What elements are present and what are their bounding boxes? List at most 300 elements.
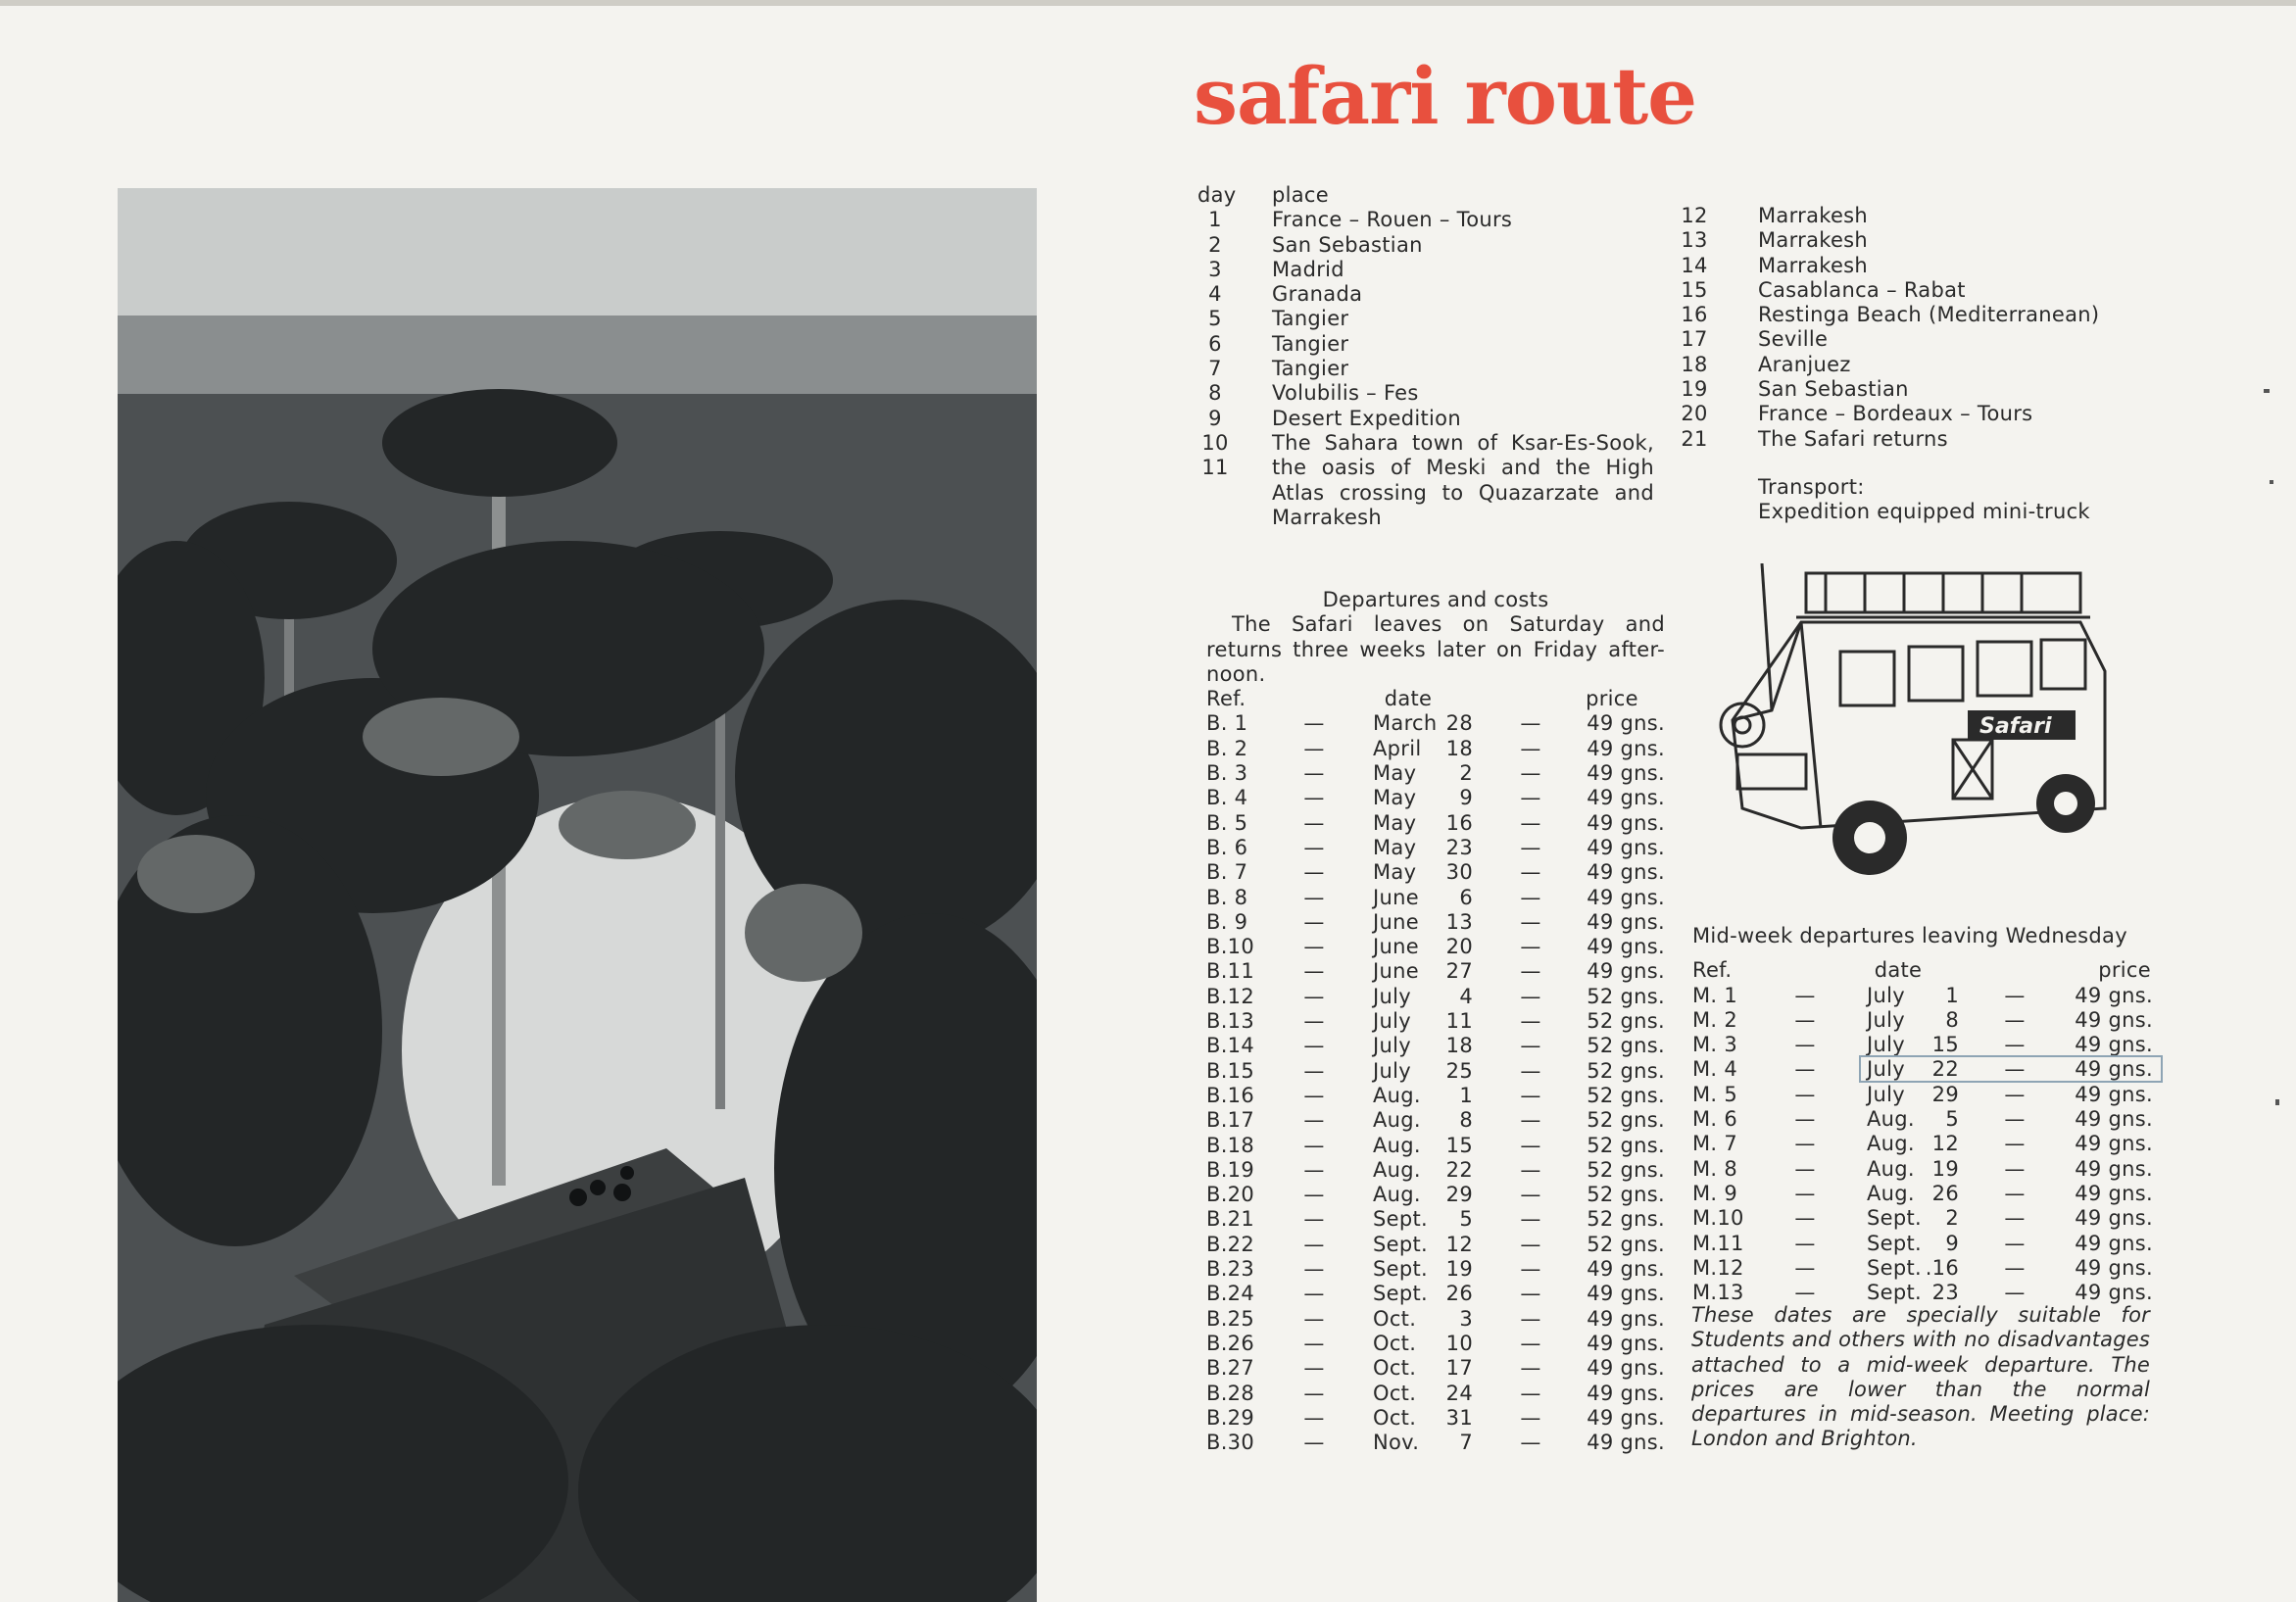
month-cell: July xyxy=(1373,984,1411,1008)
month-cell: May xyxy=(1373,835,1417,859)
price-cell: 49 gns. xyxy=(1587,810,1665,835)
price-cell: 49 gns. xyxy=(1587,786,1665,810)
ref-cell: M. 7 xyxy=(1692,1132,1738,1156)
midweek-price-header: price xyxy=(2098,958,2151,983)
table-row xyxy=(1692,1256,2151,1281)
dash-separator: — xyxy=(2004,983,2026,1007)
table-row xyxy=(1206,1084,1665,1108)
month-cell: Sept. xyxy=(1867,1231,1922,1255)
departures-intro-2: returns three weeks later on Friday after- xyxy=(1206,637,1665,661)
dash-separator: — xyxy=(1303,786,1325,810)
dash-separator: — xyxy=(1303,909,1325,934)
table-row xyxy=(1692,1281,2151,1305)
place-header: place xyxy=(1272,183,1329,207)
itinerary-day: 9 xyxy=(1208,406,1222,430)
table-row xyxy=(1206,910,1665,935)
itinerary-place: San Sebastian xyxy=(1272,232,1423,257)
safari-van-illustration xyxy=(1703,563,2115,897)
month-cell: Sept. xyxy=(1373,1282,1428,1306)
day-cell: 7 xyxy=(1459,1431,1473,1455)
price-cell: 49 gns. xyxy=(1587,1282,1665,1306)
month-cell: April xyxy=(1373,736,1422,760)
price-cell: 52 gns. xyxy=(1587,1133,1665,1157)
itinerary-place: Marrakesh xyxy=(1758,228,1869,253)
dash-separator: — xyxy=(1303,1108,1325,1133)
month-cell: July xyxy=(1373,1034,1411,1058)
ref-cell: B.20 xyxy=(1206,1183,1255,1207)
transport-value: Expedition equipped mini-truck xyxy=(1758,500,2090,524)
month-cell: July xyxy=(1373,1058,1411,1083)
dash-separator: — xyxy=(1303,1257,1325,1282)
ref-cell: B.25 xyxy=(1206,1306,1255,1331)
table-row xyxy=(1206,1406,1665,1431)
itinerary-day: 19 xyxy=(1681,377,1708,402)
dash-separator: — xyxy=(1303,835,1325,859)
page-title: safari route xyxy=(1194,50,1697,142)
table-row xyxy=(1206,1282,1665,1306)
day-cell: 8 xyxy=(1945,1007,1959,1032)
dash-separator: — xyxy=(1520,1257,1541,1282)
day-cell: 19 xyxy=(1445,1257,1473,1282)
ref-cell: B.19 xyxy=(1206,1157,1255,1182)
dash-separator: — xyxy=(1520,1356,1541,1381)
dash-separator: — xyxy=(1794,1057,1816,1082)
ref-cell: B.29 xyxy=(1206,1405,1255,1430)
table-row xyxy=(1206,985,1665,1009)
dash-separator: — xyxy=(1520,1381,1541,1405)
departures-table-header xyxy=(1206,687,1665,711)
dash-separator: — xyxy=(1520,1083,1541,1107)
dash-separator: — xyxy=(1794,1132,1816,1156)
day-cell: 26 xyxy=(1931,1181,1959,1205)
table-row xyxy=(1206,1134,1665,1158)
month-cell: Aug. xyxy=(1867,1156,1915,1181)
price-cell: 49 gns. xyxy=(1587,711,1665,736)
month-cell: Aug. xyxy=(1373,1183,1421,1207)
itinerary-place: Granada xyxy=(1272,282,1363,307)
month-cell: May xyxy=(1373,810,1417,835)
ref-cell: B.10 xyxy=(1206,935,1255,959)
midweek-heading: Mid-week departures leaving Wednesday xyxy=(1692,924,2127,947)
dash-separator: — xyxy=(1794,1231,1816,1255)
dash-separator: — xyxy=(1520,860,1541,885)
itinerary-place: Tangier xyxy=(1272,307,1349,331)
ref-cell: M. 9 xyxy=(1692,1181,1738,1205)
day-cell: 5 xyxy=(1945,1107,1959,1132)
dash-separator: — xyxy=(1303,1183,1325,1207)
month-cell: Aug. xyxy=(1373,1083,1421,1107)
itinerary-place: San Sebastian xyxy=(1758,377,1909,402)
dash-separator: — xyxy=(1794,1181,1816,1205)
itinerary-row xyxy=(1673,402,2133,426)
table-row xyxy=(1206,1257,1665,1282)
itinerary-place: Restinga Beach (Mediterranean) xyxy=(1758,303,2100,327)
month-cell: June xyxy=(1373,959,1419,984)
itinerary-place: Desert Expedition xyxy=(1272,406,1461,430)
table-row xyxy=(1206,1158,1665,1183)
itinerary-row xyxy=(1194,307,1664,331)
table-row xyxy=(1692,1157,2151,1182)
dash-separator: — xyxy=(1794,1007,1816,1032)
day-cell: 9 xyxy=(1459,786,1473,810)
month-cell: Aug. xyxy=(1373,1157,1421,1182)
midweek-section xyxy=(1692,924,2151,1305)
price-cell: 49 gns. xyxy=(1587,860,1665,885)
dash-separator: — xyxy=(1520,885,1541,909)
day-cell: 16 xyxy=(1445,810,1473,835)
price-cell: 49 gns. xyxy=(1587,1405,1665,1430)
itinerary-day: 13 xyxy=(1681,228,1708,253)
table-row xyxy=(1206,1207,1665,1232)
departures-table xyxy=(1206,711,1665,1455)
dash-separator: — xyxy=(1303,1058,1325,1083)
multi-line-3: Atlas crossing to Quazarzate and xyxy=(1272,480,1654,505)
multi-line-1: The Sahara town of Ksar-Es-Sook, xyxy=(1272,430,1654,455)
table-row xyxy=(1206,836,1665,860)
dash-separator: — xyxy=(1303,1157,1325,1182)
dash-separator: — xyxy=(1520,1157,1541,1182)
month-cell: March xyxy=(1373,711,1438,736)
dash-separator: — xyxy=(1303,885,1325,909)
dash-separator: — xyxy=(1520,1232,1541,1256)
dash-separator: — xyxy=(1303,1232,1325,1256)
itinerary-place: France – Rouen – Tours xyxy=(1272,208,1513,232)
month-cell: Oct. xyxy=(1373,1405,1417,1430)
month-cell: July xyxy=(1373,1009,1411,1034)
price-cell: 52 gns. xyxy=(1587,1232,1665,1256)
price-cell: 52 gns. xyxy=(1587,1207,1665,1232)
ref-cell: M. 3 xyxy=(1692,1033,1738,1057)
table-row xyxy=(1206,959,1665,984)
ref-cell: B.27 xyxy=(1206,1356,1255,1381)
midweek-date-header: date xyxy=(1874,958,1923,983)
dash-separator: — xyxy=(1303,1207,1325,1232)
itinerary-place: Volubilis – Fes xyxy=(1272,381,1419,406)
table-row xyxy=(1692,1132,2151,1156)
ref-cell: B. 1 xyxy=(1206,711,1248,736)
dash-separator: — xyxy=(2004,1082,2026,1106)
itinerary-multi-entry xyxy=(1194,431,1664,531)
ref-cell: M.10 xyxy=(1692,1206,1744,1231)
midweek-ref-header: Ref. xyxy=(1692,958,1733,983)
itinerary-row xyxy=(1673,204,2133,228)
month-cell: Sept. xyxy=(1867,1206,1922,1231)
table-row xyxy=(1206,1382,1665,1406)
dash-separator: — xyxy=(2004,1206,2026,1231)
dash-separator: — xyxy=(1794,1107,1816,1132)
itinerary-day: 7 xyxy=(1208,357,1222,381)
month-cell: July xyxy=(1867,983,1905,1007)
month-cell: June xyxy=(1373,909,1419,934)
price-cell: 49 gns. xyxy=(1587,1381,1665,1405)
dash-separator: — xyxy=(1303,1431,1325,1455)
price-cell: 49 gns. xyxy=(1587,835,1665,859)
day-cell: 9 xyxy=(1945,1231,1959,1255)
table-row xyxy=(1692,1182,2151,1206)
day-cell: 2 xyxy=(1945,1206,1959,1231)
month-cell: Oct. xyxy=(1373,1356,1417,1381)
itinerary-place: Tangier xyxy=(1272,357,1349,381)
month-cell: June xyxy=(1373,935,1419,959)
itinerary-day: 21 xyxy=(1681,426,1708,451)
multi-place-lines xyxy=(1272,431,1654,530)
dash-separator: — xyxy=(1520,959,1541,984)
price-cell: 52 gns. xyxy=(1587,1009,1665,1034)
day-cell: 20 xyxy=(1445,935,1473,959)
month-cell: Aug. xyxy=(1867,1181,1915,1205)
ref-cell: B. 8 xyxy=(1206,885,1248,909)
itinerary-day: 8 xyxy=(1208,381,1222,406)
dash-separator: — xyxy=(1794,1033,1816,1057)
dash-separator: — xyxy=(2004,1033,2026,1057)
dash-separator: — xyxy=(1520,935,1541,959)
price-cell: 49 gns. xyxy=(1587,1431,1665,1455)
dash-separator: — xyxy=(1794,1255,1816,1280)
ref-cell: B.18 xyxy=(1206,1133,1255,1157)
dash-separator: — xyxy=(1520,984,1541,1008)
price-cell: 52 gns. xyxy=(1587,1083,1665,1107)
table-row xyxy=(1206,1009,1665,1034)
itinerary-place: Tangier xyxy=(1272,331,1349,356)
day-cell: 17 xyxy=(1445,1356,1473,1381)
multi-line-4: Marrakesh xyxy=(1272,505,1383,529)
dash-separator: — xyxy=(1520,1207,1541,1232)
dash-separator: — xyxy=(1794,983,1816,1007)
day-cell: 13 xyxy=(1445,909,1473,934)
day-cell: 30 xyxy=(1445,860,1473,885)
dash-separator: — xyxy=(1794,1082,1816,1106)
month-cell: Nov. xyxy=(1373,1431,1420,1455)
price-cell: 49 gns. xyxy=(1587,935,1665,959)
ref-cell: B.26 xyxy=(1206,1331,1255,1355)
itinerary-row xyxy=(1194,332,1664,357)
itinerary-row xyxy=(1194,357,1664,381)
day-cell: 4 xyxy=(1459,984,1473,1008)
day-cell: 28 xyxy=(1445,711,1473,736)
month-cell: Oct. xyxy=(1373,1306,1417,1331)
day-cell: 18 xyxy=(1445,1034,1473,1058)
day-cell: 24 xyxy=(1445,1381,1473,1405)
ref-cell: M. 6 xyxy=(1692,1107,1738,1132)
price-cell: 49 gns. xyxy=(1587,1356,1665,1381)
dash-separator: — xyxy=(1520,786,1541,810)
dash-separator: — xyxy=(2004,1007,2026,1032)
table-row xyxy=(1206,811,1665,836)
table-row xyxy=(1206,1108,1665,1133)
dash-separator: — xyxy=(2004,1107,2026,1132)
dash-separator: — xyxy=(1303,810,1325,835)
dash-separator: — xyxy=(1520,1108,1541,1133)
dash-separator: — xyxy=(1303,1282,1325,1306)
day-cell: 12 xyxy=(1931,1132,1959,1156)
itinerary-row xyxy=(1194,381,1664,406)
price-cell: 49 gns. xyxy=(2075,1255,2153,1280)
ref-cell: B. 5 xyxy=(1206,810,1248,835)
midweek-note: These dates are specially suitable for Students and others with no disadvantages attached to a mid-week departure. The prices are lower than the normal departures in mid-season. Meeting place: London and Brighton. xyxy=(1691,1303,2150,1451)
itinerary-day: 14 xyxy=(1681,253,1708,277)
table-row xyxy=(1692,1206,2151,1231)
day-cell: 6 xyxy=(1459,885,1473,909)
transport-label: Transport: xyxy=(1758,474,1865,499)
price-cell: 49 gns. xyxy=(2075,1206,2153,1231)
dash-separator: — xyxy=(2004,1281,2026,1305)
ref-cell: B. 2 xyxy=(1206,736,1248,760)
table-row xyxy=(1206,1183,1665,1207)
month-cell: Sept. xyxy=(1373,1257,1428,1282)
oasis-photo-drawing xyxy=(118,188,1037,1602)
price-header: price xyxy=(1586,687,1638,711)
dash-separator: — xyxy=(1520,1183,1541,1207)
dash-separator: — xyxy=(1520,1282,1541,1306)
month-cell: Sept. xyxy=(1867,1255,1922,1280)
dash-separator: — xyxy=(2004,1156,2026,1181)
month-cell: June xyxy=(1373,885,1419,909)
dash-separator: — xyxy=(1303,984,1325,1008)
itinerary-place: Marrakesh xyxy=(1758,253,1869,277)
ref-cell: M. 2 xyxy=(1692,1007,1738,1032)
itinerary-place: Marrakesh xyxy=(1758,204,1869,227)
day-cell: 23 xyxy=(1931,1281,1959,1305)
itinerary-row xyxy=(1673,353,2133,377)
day-cell: 31 xyxy=(1445,1405,1473,1430)
price-cell: 49 gns. xyxy=(1587,1306,1665,1331)
itinerary-day: 4 xyxy=(1208,282,1222,307)
itinerary-day: 20 xyxy=(1681,402,1708,426)
dash-separator: — xyxy=(2004,1057,2026,1082)
margin-mark xyxy=(2264,389,2270,393)
ref-cell: B.17 xyxy=(1206,1108,1255,1133)
month-cell: July xyxy=(1867,1033,1905,1057)
itinerary-row xyxy=(1194,208,1664,232)
month-cell: July xyxy=(1867,1057,1905,1082)
month-cell: May xyxy=(1373,786,1417,810)
table-row xyxy=(1692,1008,2151,1033)
day-cell: 5 xyxy=(1459,1207,1473,1232)
ref-cell: B.21 xyxy=(1206,1207,1255,1232)
multi-line-2: the oasis of Meski and the High xyxy=(1272,456,1654,480)
table-row xyxy=(1206,737,1665,761)
itinerary-day: 18 xyxy=(1681,352,1708,376)
dash-separator: — xyxy=(1520,1405,1541,1430)
itinerary-row xyxy=(1194,233,1664,258)
departures-intro-1: The Safari leaves on Saturday and xyxy=(1232,612,1665,637)
day-cell: 3 xyxy=(1459,1306,1473,1331)
itinerary-day: 17 xyxy=(1681,327,1708,352)
dash-separator: — xyxy=(1303,935,1325,959)
departures-intro-3: noon. xyxy=(1206,661,1266,686)
itinerary-day: 3 xyxy=(1208,257,1222,281)
month-cell: Sept. xyxy=(1373,1232,1428,1256)
ref-cell: B.24 xyxy=(1206,1282,1255,1306)
price-cell: 49 gns. xyxy=(1587,761,1665,786)
day-cell: 12 xyxy=(1445,1232,1473,1256)
price-cell: 52 gns. xyxy=(1587,1058,1665,1083)
month-cell: Aug. xyxy=(1373,1108,1421,1133)
ref-cell: B. 4 xyxy=(1206,786,1248,810)
highlighted-row-m4 xyxy=(1859,1055,2163,1083)
itinerary-place: Casablanca – Rabat xyxy=(1758,277,1966,302)
price-cell: 49 gns. xyxy=(2075,1281,2153,1305)
table-row xyxy=(1206,1034,1665,1058)
price-cell: 52 gns. xyxy=(1587,1108,1665,1133)
month-cell: Aug. xyxy=(1373,1133,1421,1157)
dash-separator: — xyxy=(1303,1381,1325,1405)
itinerary-day: 5 xyxy=(1208,307,1222,331)
dash-separator: — xyxy=(1303,736,1325,760)
price-cell: 49 gns. xyxy=(1587,885,1665,909)
dash-separator: — xyxy=(1303,711,1325,736)
ref-cell: B. 3 xyxy=(1206,761,1248,786)
ref-cell: B. 6 xyxy=(1206,835,1248,859)
margin-mark xyxy=(2275,1099,2279,1105)
itinerary-row xyxy=(1673,427,2133,452)
price-cell: 52 gns. xyxy=(1587,1034,1665,1058)
month-cell: Oct. xyxy=(1373,1331,1417,1355)
day-cell: 15 xyxy=(1445,1133,1473,1157)
margin-mark xyxy=(2270,480,2273,484)
ref-cell: M. 1 xyxy=(1692,983,1738,1007)
price-cell: 49 gns. xyxy=(1587,959,1665,984)
ref-cell: B.12 xyxy=(1206,984,1255,1008)
price-cell: 49 gns. xyxy=(2075,1033,2153,1057)
dash-separator: — xyxy=(1520,1058,1541,1083)
dash-separator: — xyxy=(1520,1009,1541,1034)
ref-cell: B.22 xyxy=(1206,1232,1255,1256)
table-row xyxy=(1206,935,1665,959)
day-cell: 1 xyxy=(1945,983,1959,1007)
day-cell: 1 xyxy=(1459,1083,1473,1107)
price-cell: 49 gns. xyxy=(2075,1007,2153,1032)
itinerary-left xyxy=(1194,183,1664,531)
price-cell: 49 gns. xyxy=(2075,1057,2153,1082)
itinerary-day: 6 xyxy=(1208,331,1222,356)
itinerary-header xyxy=(1194,183,1664,208)
dash-separator: — xyxy=(1794,1206,1816,1231)
page-top-edge xyxy=(0,0,2296,6)
table-row xyxy=(1206,1059,1665,1084)
day-cell: 8 xyxy=(1459,1108,1473,1133)
day-cell: 25 xyxy=(1445,1058,1473,1083)
oasis-photo xyxy=(118,188,1037,1602)
ref-cell: B.28 xyxy=(1206,1381,1255,1405)
dash-separator: — xyxy=(1303,1356,1325,1381)
departures-heading: Departures and costs xyxy=(1322,588,1549,611)
itinerary-day: 1 xyxy=(1208,208,1222,232)
dash-separator: — xyxy=(1794,1156,1816,1181)
day-cell: 29 xyxy=(1445,1183,1473,1207)
dash-separator: — xyxy=(1303,1306,1325,1331)
ref-cell: B.11 xyxy=(1206,959,1255,984)
dash-separator: — xyxy=(1520,909,1541,934)
day-cell: 11 xyxy=(1445,1009,1473,1034)
itinerary-row xyxy=(1194,258,1664,282)
ref-cell: M.12 xyxy=(1692,1255,1744,1280)
ref-cell: M.13 xyxy=(1692,1281,1744,1305)
month-cell: Sept. xyxy=(1867,1281,1922,1305)
day-cell: 19 xyxy=(1931,1156,1959,1181)
table-row xyxy=(1206,1356,1665,1381)
dash-separator: — xyxy=(1520,1331,1541,1355)
table-row xyxy=(1206,1233,1665,1257)
month-cell: May xyxy=(1373,761,1417,786)
month-cell: July xyxy=(1867,1082,1905,1106)
price-cell: 52 gns. xyxy=(1587,1183,1665,1207)
dash-separator: — xyxy=(1794,1281,1816,1305)
dash-separator: — xyxy=(1303,959,1325,984)
dash-separator: — xyxy=(1303,1331,1325,1355)
date-header: date xyxy=(1384,687,1433,711)
ref-cell: B.15 xyxy=(1206,1058,1255,1083)
